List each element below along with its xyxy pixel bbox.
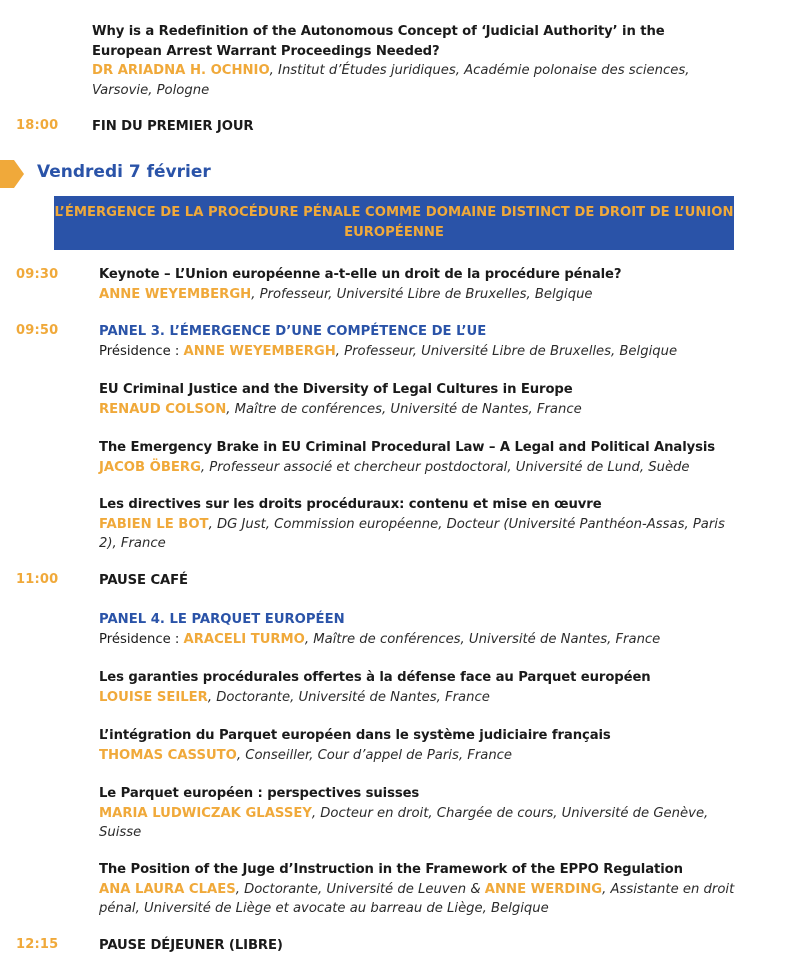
talk — [99, 495, 739, 554]
speaker-affiliation: , Maître de conférences, Université de Nantes, France — [226, 401, 582, 417]
speaker-name: RENAUD COLSON — [99, 401, 227, 417]
speaker-affiliation: , Professeur associé et chercheur postdoctoral, Université de Lund, Suède — [200, 459, 690, 475]
chair-name: ARACELI TURMO — [183, 631, 305, 647]
time-slot: 11:00 — [16, 572, 59, 587]
speaker-name: FABIEN LE BOT — [99, 516, 209, 532]
lunch-break-label: PAUSE DÉJEUNER (LIBRE) — [99, 938, 283, 953]
chair-name: ANNE WEYEMBERGH — [183, 343, 336, 359]
speaker-affiliation: , Docteur en droit, Chargée de cours, Université de Genève, Suisse — [99, 805, 709, 840]
section-banner: L’ÉMERGENCE DE LA PROCÉDURE PÉNALE COMME DOMAINE DISTINCT DE DROIT DE L’UNION EUROPÉENNE — [54, 196, 734, 250]
talk-title: The Position of the Juge d’Instruction in the Framework of the EPPO Regulation — [99, 862, 683, 877]
talk — [99, 380, 739, 419]
speaker-name: THOMAS CASSUTO — [99, 747, 237, 763]
panel-3-header — [99, 322, 739, 361]
time-slot: 18:00 — [16, 118, 59, 133]
talk-title: Why is a Redefinition of the Autonomous Concept of ‘Judicial Authority’ in the European Arrest Warrant Proceedings Needed? — [92, 24, 665, 59]
talk-title: Le Parquet européen : perspectives suisses — [99, 786, 420, 801]
talk-title: Les directives sur les droits procéduraux: contenu et mise en œuvre — [99, 497, 602, 512]
talk — [99, 784, 739, 843]
time-slot: 09:30 — [16, 267, 59, 282]
chair-affiliation: , Maître de conférences, Université de Nantes, France — [304, 631, 661, 647]
speaker-name: ANNE WEYEMBERGH — [99, 286, 252, 302]
chair-prefix: Présidence : — [99, 343, 184, 359]
speaker-affiliation: , DG Just, Commission européenne, Docteur (Université Panthéon-Assas, Paris 2), France — [99, 516, 725, 551]
speaker-name: ANA LAURA CLAES — [99, 881, 236, 897]
speaker-affiliation: , Conseiller, Cour d’appel de Paris, France — [236, 747, 513, 763]
talk — [99, 860, 739, 919]
talk — [99, 668, 739, 707]
time-slot: 12:15 — [16, 937, 59, 952]
speaker-affiliation: , Assistante en droit pénal, Université de Liège et avocate au barreau de Liège, Belgique — [99, 881, 735, 916]
day-heading: Vendredi 7 février — [37, 162, 211, 182]
speaker-name: JACOB ÖBERG — [99, 459, 201, 475]
end-of-day-label: FIN DU PREMIER JOUR — [92, 119, 254, 134]
speaker-name: MARIA LUDWICZAK GLASSEY — [99, 805, 312, 821]
talk — [99, 438, 739, 477]
time-slot: 09:50 — [16, 323, 59, 338]
speaker-name: ANNE WERDING — [484, 881, 603, 897]
coffee-break-label: PAUSE CAFÉ — [99, 573, 188, 588]
speaker-name: LOUISE SEILER — [99, 689, 208, 705]
session-top-talk — [92, 22, 732, 100]
speaker-affiliation: , Doctorante, Université de Nantes, France — [207, 689, 490, 705]
speaker-affiliation: , Professeur, Université Libre de Bruxelles, Belgique — [251, 286, 593, 302]
chair-prefix: Présidence : — [99, 631, 184, 647]
talk-title: EU Criminal Justice and the Diversity of Legal Cultures in Europe — [99, 382, 573, 397]
keynote — [99, 265, 739, 304]
speaker-affiliation: , Institut d’Études juridiques, Académie polonaise des sciences, Varsovie, Pologne — [92, 63, 690, 98]
chair-affiliation: , Professeur, Université Libre de Bruxelles, Belgique — [335, 343, 678, 359]
talk — [99, 726, 739, 765]
talk-title: L’intégration du Parquet européen dans le système judiciaire français — [99, 728, 611, 743]
talk-title: Les garanties procédurales offertes à la défense face au Parquet européen — [99, 670, 651, 685]
speaker-name: DR ARIADNA H. OCHNIO — [92, 63, 270, 78]
panel-4-header — [99, 610, 739, 649]
talk-title: The Emergency Brake in EU Criminal Procedural Law – A Legal and Political Analysis — [99, 440, 716, 455]
speaker-affiliation: , Doctorante, Université de Leuven & — [235, 881, 485, 897]
day-marker-icon — [0, 160, 24, 188]
talk-title: Keynote – L’Union européenne a-t-elle un droit de la procédure pénale? — [99, 267, 622, 282]
panel-title: PANEL 4. LE PARQUET EUROPÉEN — [99, 612, 345, 627]
panel-title: PANEL 3. L’ÉMERGENCE D’UNE COMPÉTENCE DE L’UE — [99, 324, 487, 339]
